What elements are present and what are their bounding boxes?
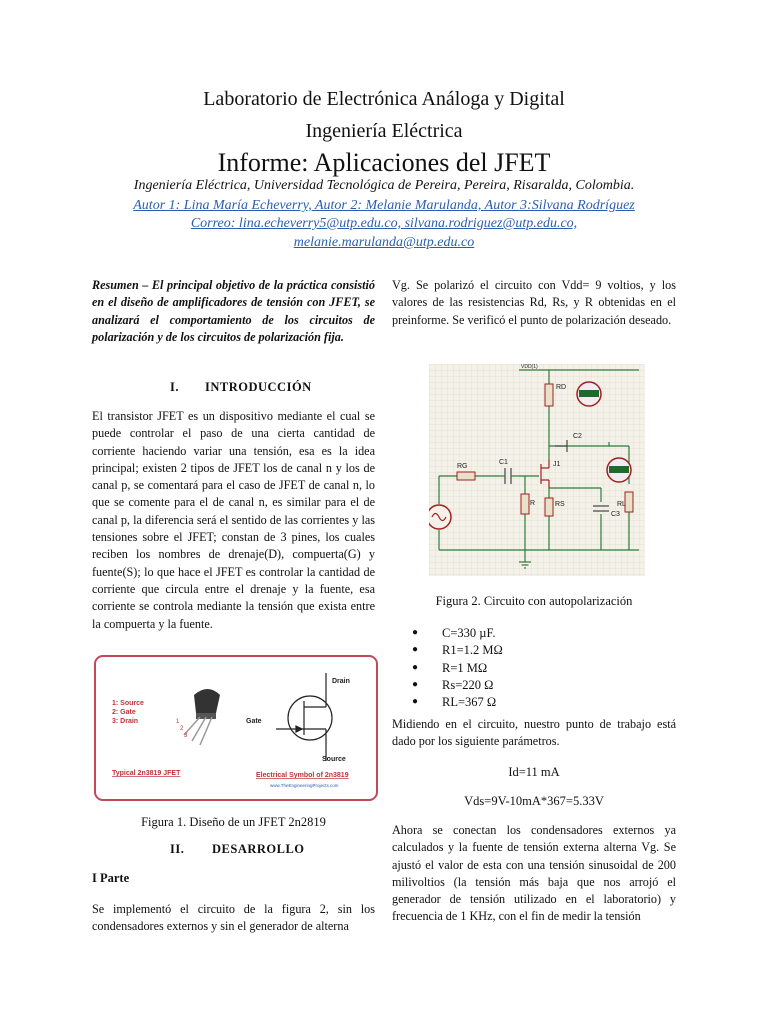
resistor-rg-icon xyxy=(457,472,475,480)
site-label: www.TheEngineeringProjects.com xyxy=(270,783,339,788)
component-item: ● R1=1.2 MΩ xyxy=(412,643,662,660)
part-title: I Parte xyxy=(92,871,130,885)
label-r: R xyxy=(530,500,536,507)
section2-title: DESARROLLO xyxy=(212,842,305,856)
program-title: Ingeniería Eléctrica xyxy=(305,120,463,142)
figure1-caption: Figura 1. Diseño de un JFET 2n2819 xyxy=(141,815,326,829)
equation-vds: Vds=9V-10mA*367=5.33V xyxy=(464,794,604,808)
pin-1-label: 1: Source xyxy=(112,700,144,707)
right-paragraph-2: Midiendo en el circuito, nuestro punto de trabajo está dado por los siguiente parámetros. xyxy=(392,717,676,749)
jfet-package-icon xyxy=(184,689,220,745)
lab-title: Laboratorio de Electrónica Análoga y Digital xyxy=(203,88,565,110)
resistor-r-icon xyxy=(521,494,529,514)
label-j1: J1 xyxy=(553,461,561,468)
pin-number-2: 2 xyxy=(180,726,184,732)
ammeter-icon xyxy=(607,458,631,482)
jfet-figure xyxy=(96,657,376,799)
pin-2-label: 2: Gate xyxy=(112,709,136,716)
figure2-caption: Figura 2. Circuito con autopolarización xyxy=(435,594,633,608)
label-c2: C2 xyxy=(573,433,582,440)
component-item: ● Rs=220 Ω xyxy=(412,678,662,695)
section1-title: INTRODUCCIÓN xyxy=(205,380,312,394)
emails-link-2[interactable]: melanie.marulanda@utp.edu.co xyxy=(293,235,475,250)
affiliation: Ingeniería Eléctrica, Universidad Tecnológica de Pereira, Pereira, Risaralda, Colombia. xyxy=(133,178,635,193)
resistor-rs-icon xyxy=(545,498,553,516)
source-label: Source xyxy=(322,756,346,763)
section1-number: I. xyxy=(170,380,179,394)
figure1-frame xyxy=(94,655,378,801)
pin-3-label: 3: Drain xyxy=(112,718,139,725)
component-item: ● R=1 MΩ xyxy=(412,661,662,678)
label-c3: C3 xyxy=(611,511,620,518)
figure2-circuit xyxy=(429,364,645,576)
pin-number-1: 1 xyxy=(176,719,180,725)
label-vdd: VDD(1) xyxy=(521,364,538,370)
resistor-rl-icon xyxy=(625,492,633,512)
part-paragraph: Se implementó el circuito de la figura 2, sin los condensadores externos y sin el generador de alterna xyxy=(92,902,375,934)
abstract: Resumen – El principal objetivo de la práctica consistió en el diseño de amplificadores de tensión con JFET, se analizará el comportamiento de los circuitos de polarización y de los circuitos de polarización fija. xyxy=(92,278,375,344)
right-paragraph-1: Vg. Se polarizó el circuito con Vdd= 9 voltios, y los valores de las resistencias Rd, Rs, y R obtenidas en el preinforme. Se verificó el punto de polarización deseado. xyxy=(392,278,676,327)
drain-label: Drain xyxy=(332,678,350,685)
emails-link-1[interactable]: Correo: lina.echeverry5@utp.edu.co, silvana.rodriguez@utp.edu.co, xyxy=(190,216,578,231)
report-title: Informe: Aplicaciones del JFET xyxy=(217,148,551,177)
equation-id: Id=11 mA xyxy=(508,765,560,779)
right-paragraph-3: Ahora se conectan los condensadores externos ya calculados y la fuente de tensión externa alterna Vg. Se ajustó el valor de esta con una tensión sinusoidal de 200 milivoltios (la tensión más baja que nos arrojó el generador de tensión utilizado en el laboratorio) y frecuencia de 1 KHz, con el fin de medir la tensión xyxy=(392,823,676,924)
gate-label: Gate xyxy=(246,718,262,725)
section2-number: II. xyxy=(170,842,185,856)
ac-source-icon xyxy=(429,505,451,529)
component-item: ● C=330 µF. xyxy=(412,626,662,643)
symbol-label: Electrical Symbol of 2n3819 xyxy=(256,772,349,779)
label-rd: RD xyxy=(556,384,567,391)
component-item: ● RL=367 Ω xyxy=(412,695,662,712)
typical-label: Typical 2n3819 JFET xyxy=(112,770,181,777)
authors-link[interactable]: Autor 1: Lina María Echeverry, Autor 2: Melanie Marulanda, Autor 3:Silvana Rodríguez xyxy=(133,198,635,213)
label-rg: RG xyxy=(457,463,468,470)
voltmeter-icon xyxy=(577,382,601,406)
component-list xyxy=(412,626,662,712)
resistor-rd-icon xyxy=(545,384,553,406)
label-rl: RL xyxy=(617,501,626,508)
label-rs: RS xyxy=(555,501,565,508)
circuit-schematic xyxy=(429,364,645,576)
intro-paragraph: El transistor JFET es un dispositivo mediante el cual se puede controlar el paso de una cierta cantidad de corriente haciendo variar una tensión, esa es la idea principal; existen 2 tipos de JFET los de canal n y los de canal p, se comentará para el caso de JFET de canal n, lo que se comente para el de canal n, es similar para el de canal p, la diferencia será el sentido de las corrientes y las tensiones sobre el JFET; constan de 3 pines, los cuales reciben los nombres de drenaje(D), compuerta(G) y fuente(S); lo que hace el JFET es controlar la cantidad de corriente que circula entre el drenaje y la fuente, esa corriente se controla mediante la tensión que exista entre la compuerta y la fuente. xyxy=(92,409,375,631)
label-c1: C1 xyxy=(499,459,508,466)
jfet-symbol-icon xyxy=(276,673,332,761)
pin-number-3: 3 xyxy=(184,733,188,739)
